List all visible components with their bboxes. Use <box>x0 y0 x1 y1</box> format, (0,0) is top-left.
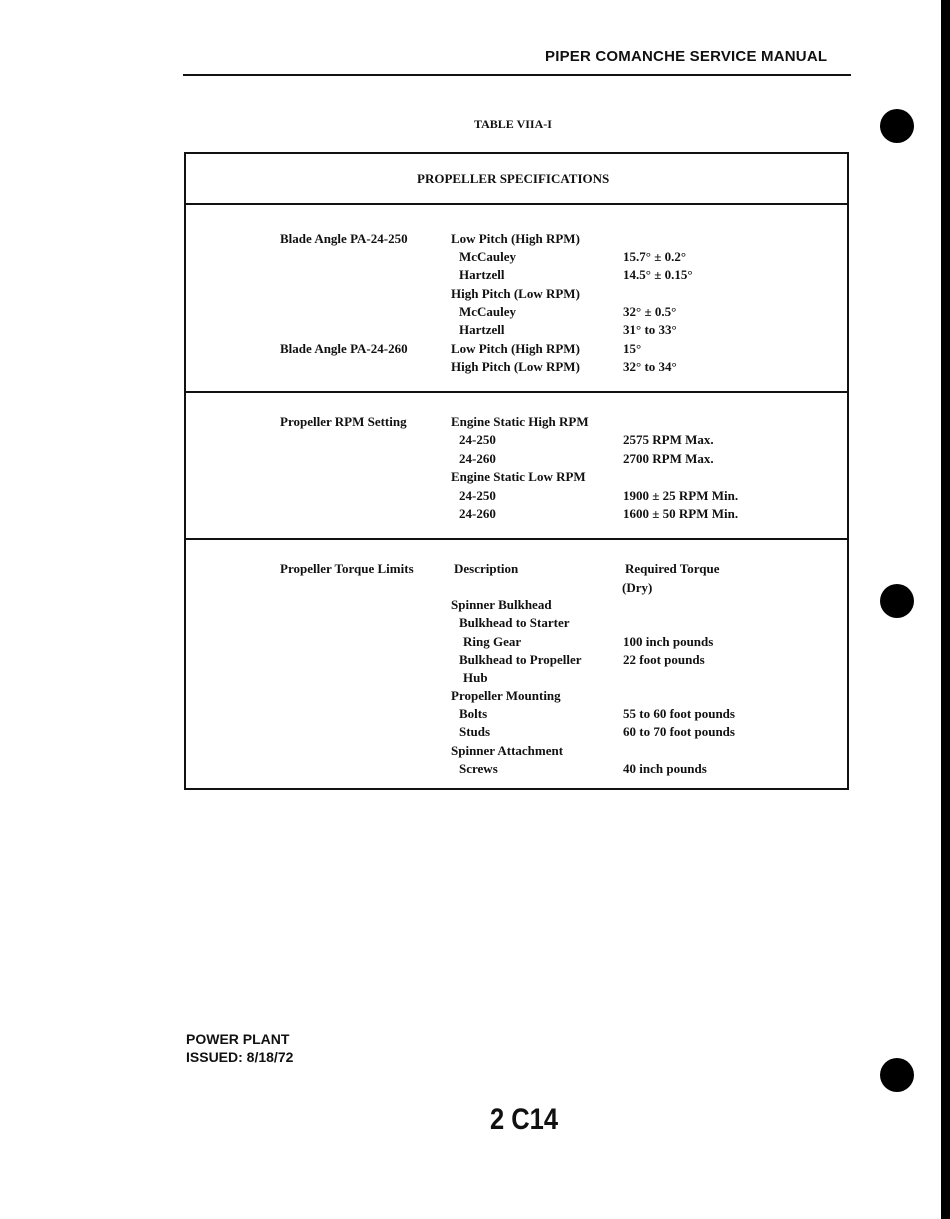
torque-limits-label: Propeller Torque Limits <box>280 561 414 576</box>
torque-row-desc: Bulkhead to Propeller <box>459 652 582 667</box>
blade-row-value: 14.5° ± 0.15° <box>623 267 693 282</box>
torque-col-description: Description <box>454 561 519 576</box>
blade-row-value: 31° to 33° <box>623 322 677 337</box>
torque-row-value: 100 inch pounds <box>623 634 714 649</box>
torque-row-desc: Hub <box>463 670 488 685</box>
torque-row-desc: Bulkhead to Starter <box>459 615 570 630</box>
table-title: PROPELLER SPECIFICATIONS <box>417 171 610 186</box>
torque-row-desc: Propeller Mounting <box>451 688 561 703</box>
footer-issued: ISSUED: 8/18/72 <box>186 1049 294 1065</box>
rpm-row-value: 1600 ± 50 RPM Min. <box>623 506 739 521</box>
punch-hole-bottom <box>880 1058 914 1092</box>
page-number: 2 C14 <box>490 1103 559 1136</box>
blade-row-desc: McCauley <box>459 304 517 319</box>
rpm-row-desc: 24-260 <box>459 451 496 466</box>
torque-row-desc: Studs <box>459 724 491 739</box>
blade-angle-250-label: Blade Angle PA-24-250 <box>280 231 408 246</box>
rpm-row-value: 2700 RPM Max. <box>623 451 714 466</box>
rpm-row-desc: Engine Static High RPM <box>451 414 589 429</box>
blade-row-desc: Low Pitch (High RPM) <box>451 341 580 356</box>
punch-hole-middle <box>880 584 914 618</box>
blade-row-desc: Low Pitch (High RPM) <box>451 231 580 246</box>
blade-row-value: 15° <box>623 341 642 356</box>
torque-row-desc: Screws <box>459 761 498 776</box>
blade-row-value: 15.7° ± 0.2° <box>623 249 687 264</box>
torque-col-dry: (Dry) <box>622 580 653 595</box>
blade-row-desc: Hartzell <box>459 267 505 282</box>
rpm-row-value: 1900 ± 25 RPM Min. <box>623 488 739 503</box>
torque-col-required: Required Torque <box>625 561 720 576</box>
torque-row-value: 55 to 60 foot pounds <box>623 706 735 721</box>
page-edge-bar <box>941 0 950 1219</box>
punch-hole-top <box>880 109 914 143</box>
rpm-row-desc: 24-260 <box>459 506 496 521</box>
rpm-row-desc: Engine Static Low RPM <box>451 469 586 484</box>
blade-row-desc: High Pitch (Low RPM) <box>451 286 580 301</box>
footer-section: POWER PLANT <box>186 1031 290 1047</box>
section-divider-2 <box>184 538 849 540</box>
torque-row-value: 60 to 70 foot pounds <box>623 724 735 739</box>
blade-angle-260-label: Blade Angle PA-24-260 <box>280 341 408 356</box>
torque-row-desc: Ring Gear <box>463 634 522 649</box>
title-divider <box>184 203 849 205</box>
table-label: TABLE VIIA-I <box>474 117 552 131</box>
section-divider-1 <box>184 391 849 393</box>
blade-row-desc: Hartzell <box>459 322 505 337</box>
torque-row-desc: Spinner Attachment <box>451 743 564 758</box>
rpm-row-desc: 24-250 <box>459 432 496 447</box>
blade-row-value: 32° to 34° <box>623 359 677 374</box>
rpm-row-value: 2575 RPM Max. <box>623 432 714 447</box>
torque-row-value: 22 foot pounds <box>623 652 705 667</box>
rpm-row-desc: 24-250 <box>459 488 496 503</box>
blade-row-desc: McCauley <box>459 249 517 264</box>
header-rule <box>183 74 851 76</box>
blade-row-desc: High Pitch (Low RPM) <box>451 359 580 374</box>
torque-row-desc: Bolts <box>459 706 488 721</box>
rpm-setting-label: Propeller RPM Setting <box>280 414 407 429</box>
torque-row-desc: Spinner Bulkhead <box>451 597 552 612</box>
torque-row-value: 40 inch pounds <box>623 761 707 776</box>
blade-row-value: 32° ± 0.5° <box>623 304 677 319</box>
manual-title: PIPER COMANCHE SERVICE MANUAL <box>545 48 828 65</box>
